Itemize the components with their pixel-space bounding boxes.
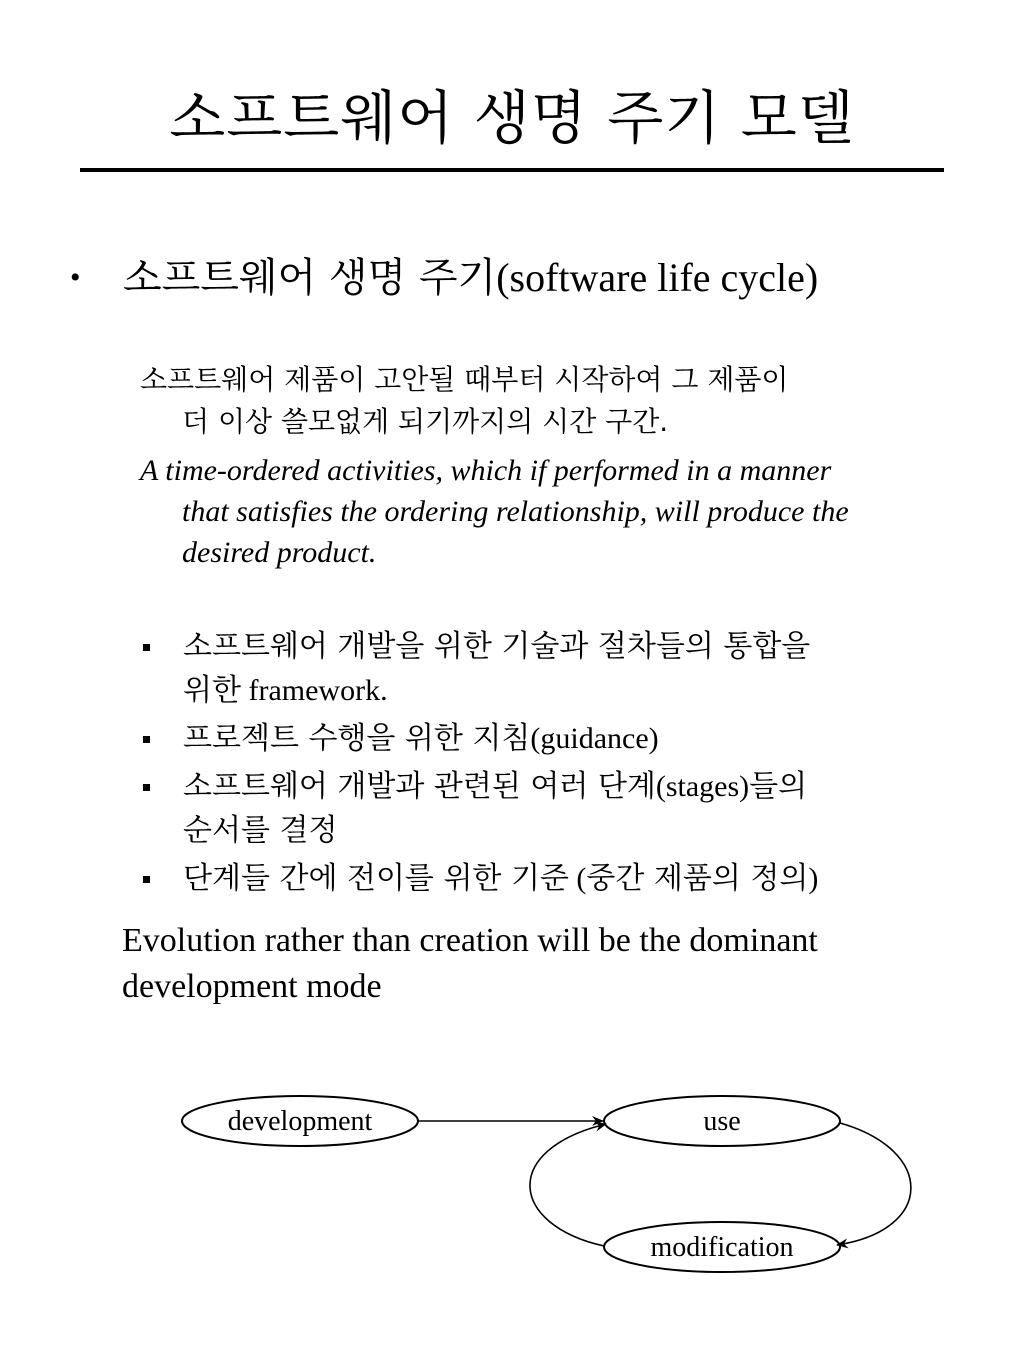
sub-item-4-line-1 — [183, 857, 980, 901]
evolution-line-2: development mode — [122, 968, 382, 1005]
slide-title: 소프트웨어 생명 주기 모델 — [169, 84, 855, 152]
sub-item-2-line-1 — [183, 717, 980, 761]
definition-korean — [140, 359, 960, 443]
sub-bullet-item — [140, 625, 980, 713]
sub-item-2-ko: 프로젝트 수행을 위한 지침 — [183, 721, 531, 756]
sub-item-4-paren-open: ( — [568, 862, 587, 895]
sub-item-1-line-2-ko: 위한 — [183, 673, 241, 708]
definition-en-line-1: A time-ordered activities, which if performed in a manner — [140, 454, 832, 487]
sub-item-1-line-1: 소프트웨어 개발을 위한 기술과 절차들의 통합을 — [183, 629, 811, 664]
sub-item-2-en: (guidance) — [530, 722, 659, 755]
square-bullet-icon — [143, 736, 150, 743]
modification-label: modification — [650, 1232, 794, 1263]
sub-item-1-line-2 — [183, 669, 980, 713]
sub-bullet-item — [140, 857, 980, 901]
sub-item-1-line-2-en: framework. — [240, 674, 388, 707]
sub-item-3-line-1 — [183, 765, 980, 809]
use-node — [604, 1096, 840, 1146]
use-label: use — [703, 1106, 741, 1137]
sub-item-3-ko: 소프트웨어 개발과 관련된 여러 단계 — [183, 769, 656, 804]
sub-item-4-ko-inner: 중간 제품의 정의 — [586, 861, 809, 896]
square-bullet-icon — [143, 876, 150, 883]
sub-item-3-ko-suffix: 들의 — [749, 769, 808, 804]
sub-item-4-paren-close: ) — [808, 862, 819, 895]
definition-en-line-2: that satisfies the ordering relationship, will produce the — [182, 495, 849, 528]
modification-node — [604, 1222, 840, 1272]
evolution-line-1: Evolution rather than creation will be the dominant — [122, 922, 818, 959]
definition-en-line-3: desired product. — [182, 536, 377, 569]
main-bullet-text-ko: 소프트웨어 생명 주기 — [123, 255, 497, 301]
square-bullet-icon — [143, 784, 150, 791]
square-bullet-icon — [143, 644, 150, 651]
sub-bullet-item — [140, 717, 980, 761]
development-node — [182, 1096, 418, 1146]
main-bullet-text — [123, 250, 818, 306]
lifecycle-diagram — [0, 1080, 1024, 1280]
title-divider — [80, 168, 944, 172]
main-bullet-text-en: (software life cycle) — [496, 255, 819, 300]
sub-bullet-list — [140, 625, 980, 905]
sub-item-4-ko: 단계들 간에 전이를 위한 기준 — [183, 861, 569, 896]
evolution-statement — [122, 918, 942, 1010]
arrow-modification-to-use — [530, 1124, 606, 1246]
definition-english — [140, 450, 960, 573]
definition-ko-line-2: 더 이상 쓸모없게 되기까지의 시간 구간. — [182, 405, 669, 438]
development-label: development — [227, 1106, 373, 1137]
sub-item-3-line-2: 순서를 결정 — [183, 813, 338, 848]
bullet-dot-icon: • — [70, 261, 81, 294]
definition-ko-line-1: 소프트웨어 제품이 고안될 때부터 시작하여 그 제품이 — [140, 363, 789, 396]
arrow-use-to-modification — [837, 1123, 911, 1245]
sub-item-3-en: (stages) — [655, 770, 750, 803]
sub-bullet-item — [140, 765, 980, 853]
